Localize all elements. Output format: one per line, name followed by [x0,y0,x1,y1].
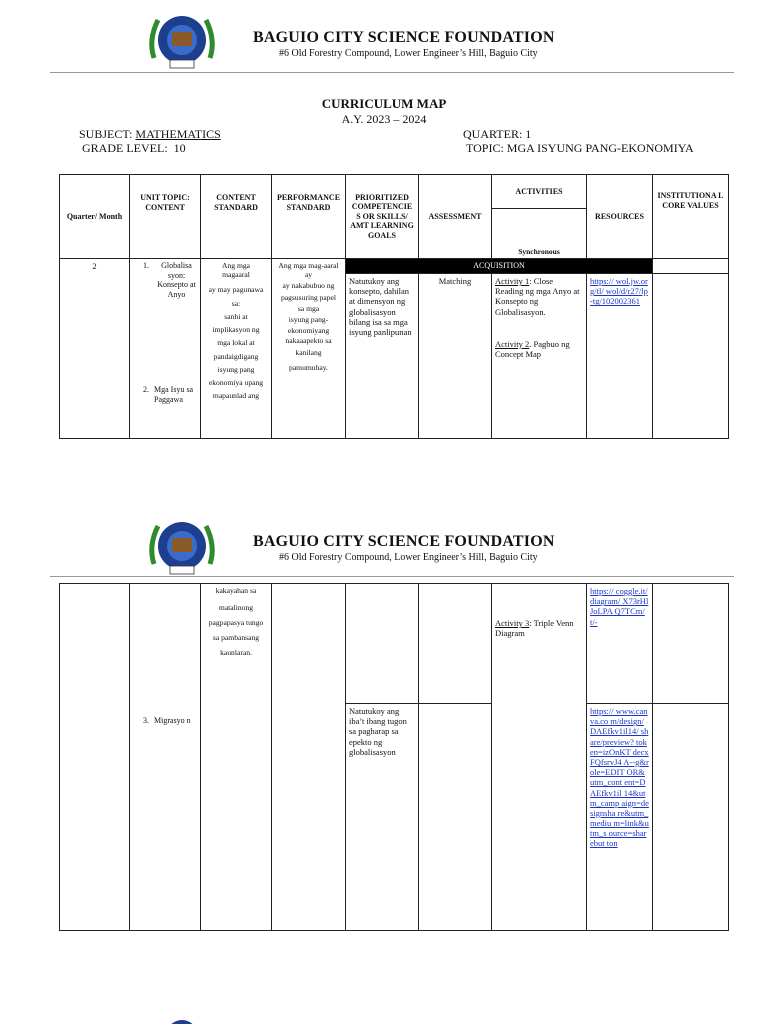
content-std-line: ekonomiya upang [208,378,264,388]
foundation-logo [144,516,220,576]
header-unit-topic: UNIT TOPIC: CONTENT [130,175,201,259]
perf-std-line: pagsusuring papel [280,293,337,303]
perf-std-line: nakaaapekto sa [285,336,332,346]
perf-std-line: ekonomiyang [287,325,330,335]
subject-label: SUBJECT: [79,127,133,141]
content-std-line: pagpapasya tungo [208,617,264,627]
assessment-cell [419,704,492,931]
assessment-cell: Matching [419,274,492,439]
content-std-line: pandaigdigang [213,351,259,361]
perf-std-line: isyung pang- [288,314,329,324]
curriculum-table-page1 [59,174,729,439]
header-performance-standard: PERFORMANCE STANDARD [272,175,346,259]
header-competencies: PRIORITIZED COMPETENCIE S OR SKILLS/ AMT LEARNING GOALS [346,175,419,259]
activities-cell [492,274,587,439]
quarter-value: 2 [92,261,97,271]
topic-label: TOPIC: [466,141,504,155]
resource-link-3[interactable]: https:// www.canva.co m/design/ DAEfkv1il14/ share/preview? token=izOnKT decxFQfsrvJ4 A--g&role=EDIT OR&utm_cont ent=DAEfkv1il 14&utm_camp aign=designsha re&utm_mediu m=link&utm_s ource=sharebut ton [590,706,649,849]
assessment-cell-top [419,584,492,704]
school-year: A.Y. 2023 – 2024 [341,112,427,126]
unit-topic-cell [130,259,201,439]
content-standard-cell [201,584,272,931]
activity-3-label: Activity 3 [495,618,530,628]
acquisition-band: ACQUISITION [346,259,653,274]
page-title: CURRICULUM MAP [321,96,447,111]
quarter-line [463,127,531,142]
list-item: 3. Migrasyo n [143,716,191,725]
perf-std-line: kanilang [295,347,322,357]
foundation-logo [144,10,220,70]
header-divider [50,576,734,577]
content-std-line: kaunlaran. [220,647,252,657]
competency-cell-top [346,584,419,704]
content-std-line: matalinong [218,603,254,613]
curriculum-table-page2 [59,583,729,931]
header-divider [50,72,734,73]
quarter-label: QUARTER: [463,127,523,141]
activity-3-text: : Triple Venn Diagram [495,618,574,639]
perf-std-line: Ang mga mag-aaral ay [278,261,339,280]
org-address: #6 Old Forestry Compound, Lower Engineer’s Hill, Baguio City [279,552,538,563]
activity-2 [495,339,583,359]
grade-label: GRADE LEVEL: [82,141,168,155]
activity-2-label: Activity 2 [495,338,530,349]
header-core-values: INSTITUTIONA L CORE VALUES [653,175,729,259]
topic-value: MGA ISYUNG PANG-EKONOMIYA [506,141,694,155]
activity-3 [495,618,583,638]
core-values-top-cell [653,259,729,274]
activity-1-text: : Close Reading ng mga Anyo at Konsepto ng Globalisasyon. [495,276,580,317]
competency-cell: Natutukoy ang konsepto, dahilan at dimensyon ng globalisasyon bilang isa sa mga isyung panlipunan [346,274,419,439]
org-name: BAGUIO CITY SCIENCE FOUNDATION [253,29,555,46]
content-standard-cell [201,259,272,439]
perf-std-line: sa mga [297,304,320,314]
content-std-line: mga lokal at [217,338,255,348]
quarter-cell [60,584,130,931]
content-std-line: mapaunlad ang [212,391,260,401]
activities-cell [492,584,587,931]
core-values-cell [653,274,729,439]
header-resources: RESOURCES [587,175,653,259]
core-values-cell [653,584,729,704]
perf-std-line: pamumuhay. [289,362,328,372]
grade-value: 10 [173,141,186,155]
perf-std-line: ay nakabubuo ng [282,280,335,290]
header-content-standard: CONTENT STANDARD [201,175,272,259]
org-address: #6 Old Forestry Compound, Lower Engineer’s Hill, Baguio City [279,48,538,59]
content-std-line: implikasyon ng [212,325,260,335]
topic-line [466,141,694,156]
performance-standard-cell [272,259,346,439]
header-synchronous: Synchronous [492,209,587,259]
content-std-line: sanhi at [224,311,248,321]
content-std-line: ay may pagunawa [208,285,264,295]
header-assessment: ASSESSMENT [419,175,492,259]
quarter-cell [60,259,130,439]
grade-line [82,141,186,156]
resource-link-1[interactable]: https:// wol.jw.org/tl/ wol/d/r27/lp-tg/102002361 [590,276,648,307]
subject-line [79,127,221,142]
performance-standard-cell [272,584,346,931]
content-std-line: kakayahan sa [215,586,257,595]
activity-1-label: Activity 1 [495,276,530,286]
header-quarter: Quarter/ Month [60,175,130,259]
subject-value: MATHEMATICS [135,127,221,141]
quarter-value: 1 [525,127,532,141]
competency-cell: Natutukoy ang iba’t ibang tugon sa pagharap sa epekto ng globalisasyon [346,704,419,931]
unit-topic-cell [130,584,201,931]
activity-1 [495,276,583,317]
content-std-line: isyung pang [217,364,255,374]
resource-link-2[interactable]: https:// coggle.it/ diagram/ X73rHlJoLPA Q7TCm/t/- [590,586,649,627]
content-std-line: sa: [231,298,241,308]
header-activities: ACTIVITIES [492,175,587,209]
content-std-line: Ang mga [221,261,251,270]
resources-cell [587,274,653,439]
list-item: 1. Globalisa syon: Konsepto at Anyo [143,261,196,299]
content-std-line: magaaral [222,270,250,280]
list-item: 2. Mga Isyu sa Paggawa [143,385,194,404]
foundation-logo-partial [164,1018,200,1024]
core-values-cell [653,704,729,931]
resources-cell [587,704,653,931]
resources-cell [587,584,653,704]
activity-2-text: . Pagbuo ng Concept Map [495,338,570,359]
org-name: BAGUIO CITY SCIENCE FOUNDATION [253,533,555,550]
content-std-line: sa pambansang [212,632,260,642]
